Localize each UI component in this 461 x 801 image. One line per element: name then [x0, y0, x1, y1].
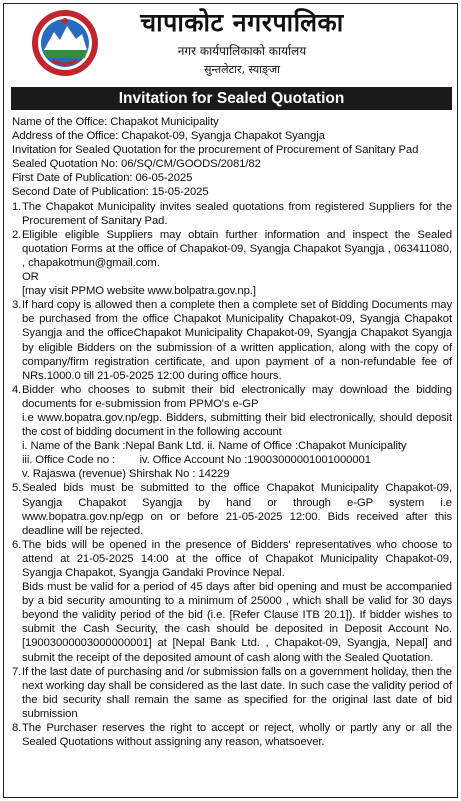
- list-item: 4. Bidder who chooses to submit their bid electronically may download the bidding documents for e-submission from PPMO's e-GP i.e www.bopatra.gov.np/egp. Bidders, submitting their bid electronically, should deposit the cost of bidding document in the following account i. Name of the Bank :Nepal Bank Ltd. ii. Name of Office :Chapakot Municipality iii. Office Code no : iv. Office Account No :19003000001001000001 v. Rajaswa (revenue) Shirshak No : 14229: [12, 383, 452, 481]
- notice-title-banner: Invitation for Sealed Quotation: [11, 87, 452, 110]
- revenue-heading: v. Rajaswa (revenue) Shirshak No : 14229: [22, 468, 230, 481]
- list-item: 3. If hard copy is allowed then a complete then a complete set of Bidding Documents may be purchased from the office Chapakot Municipality Chapakot-09, Syangja Chapakot Syangja and the officeChapakot Municipality Chapakot-09, Syangja Chapakot Syangja by eligible Bidders on the submission of a written application, along with the copy of company/firm registration certificate, and upon payment of a non-refundable fee of NRs.1000.0 till 21-05-2025 12:00 during office hours.: [12, 299, 452, 382]
- office-account: iii. Office Code no : iv. Office Account No :19003000001001000001: [22, 454, 371, 467]
- list-item: 6. The bids will be opened in the presence of Bidders' representatives who choose to attend at 21-05-2025 14:00 at the office of Chapakot Municipality Chapakot-09, Syangja Chapakot, Syangja Gandaki Province Nepal. Bids must be valid for a period of 45 days after bid opening and must be accompanied by a bid security amounting to a minimum of 25000 , which shall be valid for 30 days beyond the validity period of the bid (i.e. [Refer Clause ITB 20.1]). If bidder wishes to submit the Cash Security, the cash should be deposited in Deposit Account No.[19003000003000000001] at [Nepal Bank Ltd. , Chapakot-09, Syangja, Nepal] and submit the receipt of the deposited amount of cash along with the Sealed Quotation.: [12, 538, 452, 664]
- office-name-line: Name of the Office: Chapakot Municipality: [12, 116, 219, 128]
- header: [4, 4, 457, 80]
- office-name: नगर कार्यपालिकाको कार्यालय: [177, 44, 307, 58]
- bank-details: i. Name of the Bank :Nepal Bank Ltd. ii. Name of Office :Chapakot Municipality: [22, 440, 407, 453]
- municipality-logo-icon: [30, 8, 100, 78]
- second-publication-date: Second Date of Publication: 15-05-2025: [12, 186, 209, 199]
- office-address: सुन्तलेटार, स्याङ्जा: [204, 63, 280, 76]
- list-item: 8. The Purchaser reserves the right to accept or reject, wholly or partly any or all the Sealed Quotations without assigning any reason, whatsoever.: [12, 722, 452, 749]
- invitation-line: Invitation for Sealed Quotation for the procurement of Procurement of Sanitary Pad Sealed Quotation No: 06/SQ/CM/GOODS/2081/82: [12, 144, 419, 171]
- office-address-line: Address of the Office: Chapakot-09, Syangja Chapakot Syangja: [12, 130, 325, 143]
- municipality-name: चापाकोट नगरपालिका: [140, 8, 344, 37]
- list-item: 2. Eligible eligible Suppliers may obtain further information and inspect the Sealed quotation Forms at the office of Chapakot-09, Syangja Chapakot Syangja , 063411080, , chapakotmun@gmail.com. OR [may visit PPMO website www.bolpatra.gov.np.]: [12, 228, 452, 298]
- title-block: [112, 8, 372, 78]
- list-item: 5. Sealed bids must be submitted to the office Chapakot Municipality Chapakot-09, Syangja Chapakot Syangja by hand or through e-GP system i.e www.bopatra.gov.np/egp on or before 21-05-2025 12:00. Bids received after this deadline will be rejected.: [12, 482, 452, 537]
- notice-frame: [3, 3, 458, 798]
- notice-body: [12, 115, 452, 749]
- first-publication-date: First Date of Publication: 06-05-2025: [12, 172, 193, 185]
- ppmo-website-link[interactable]: [may visit PPMO website www.bolpatra.gov.np.]: [22, 285, 256, 298]
- list-item: 7. If the last date of purchasing and /or submission falls on a government holiday, then the next working day shall be considered as the last date. In such case the validity period of the bid security shall remain the same as specified for the original last date of bid submission: [12, 665, 452, 720]
- list-item: 1. The Chapakot Municipality invites sealed quotations from registered Suppliers for the Procurement of Sanitary Pad.: [12, 200, 452, 227]
